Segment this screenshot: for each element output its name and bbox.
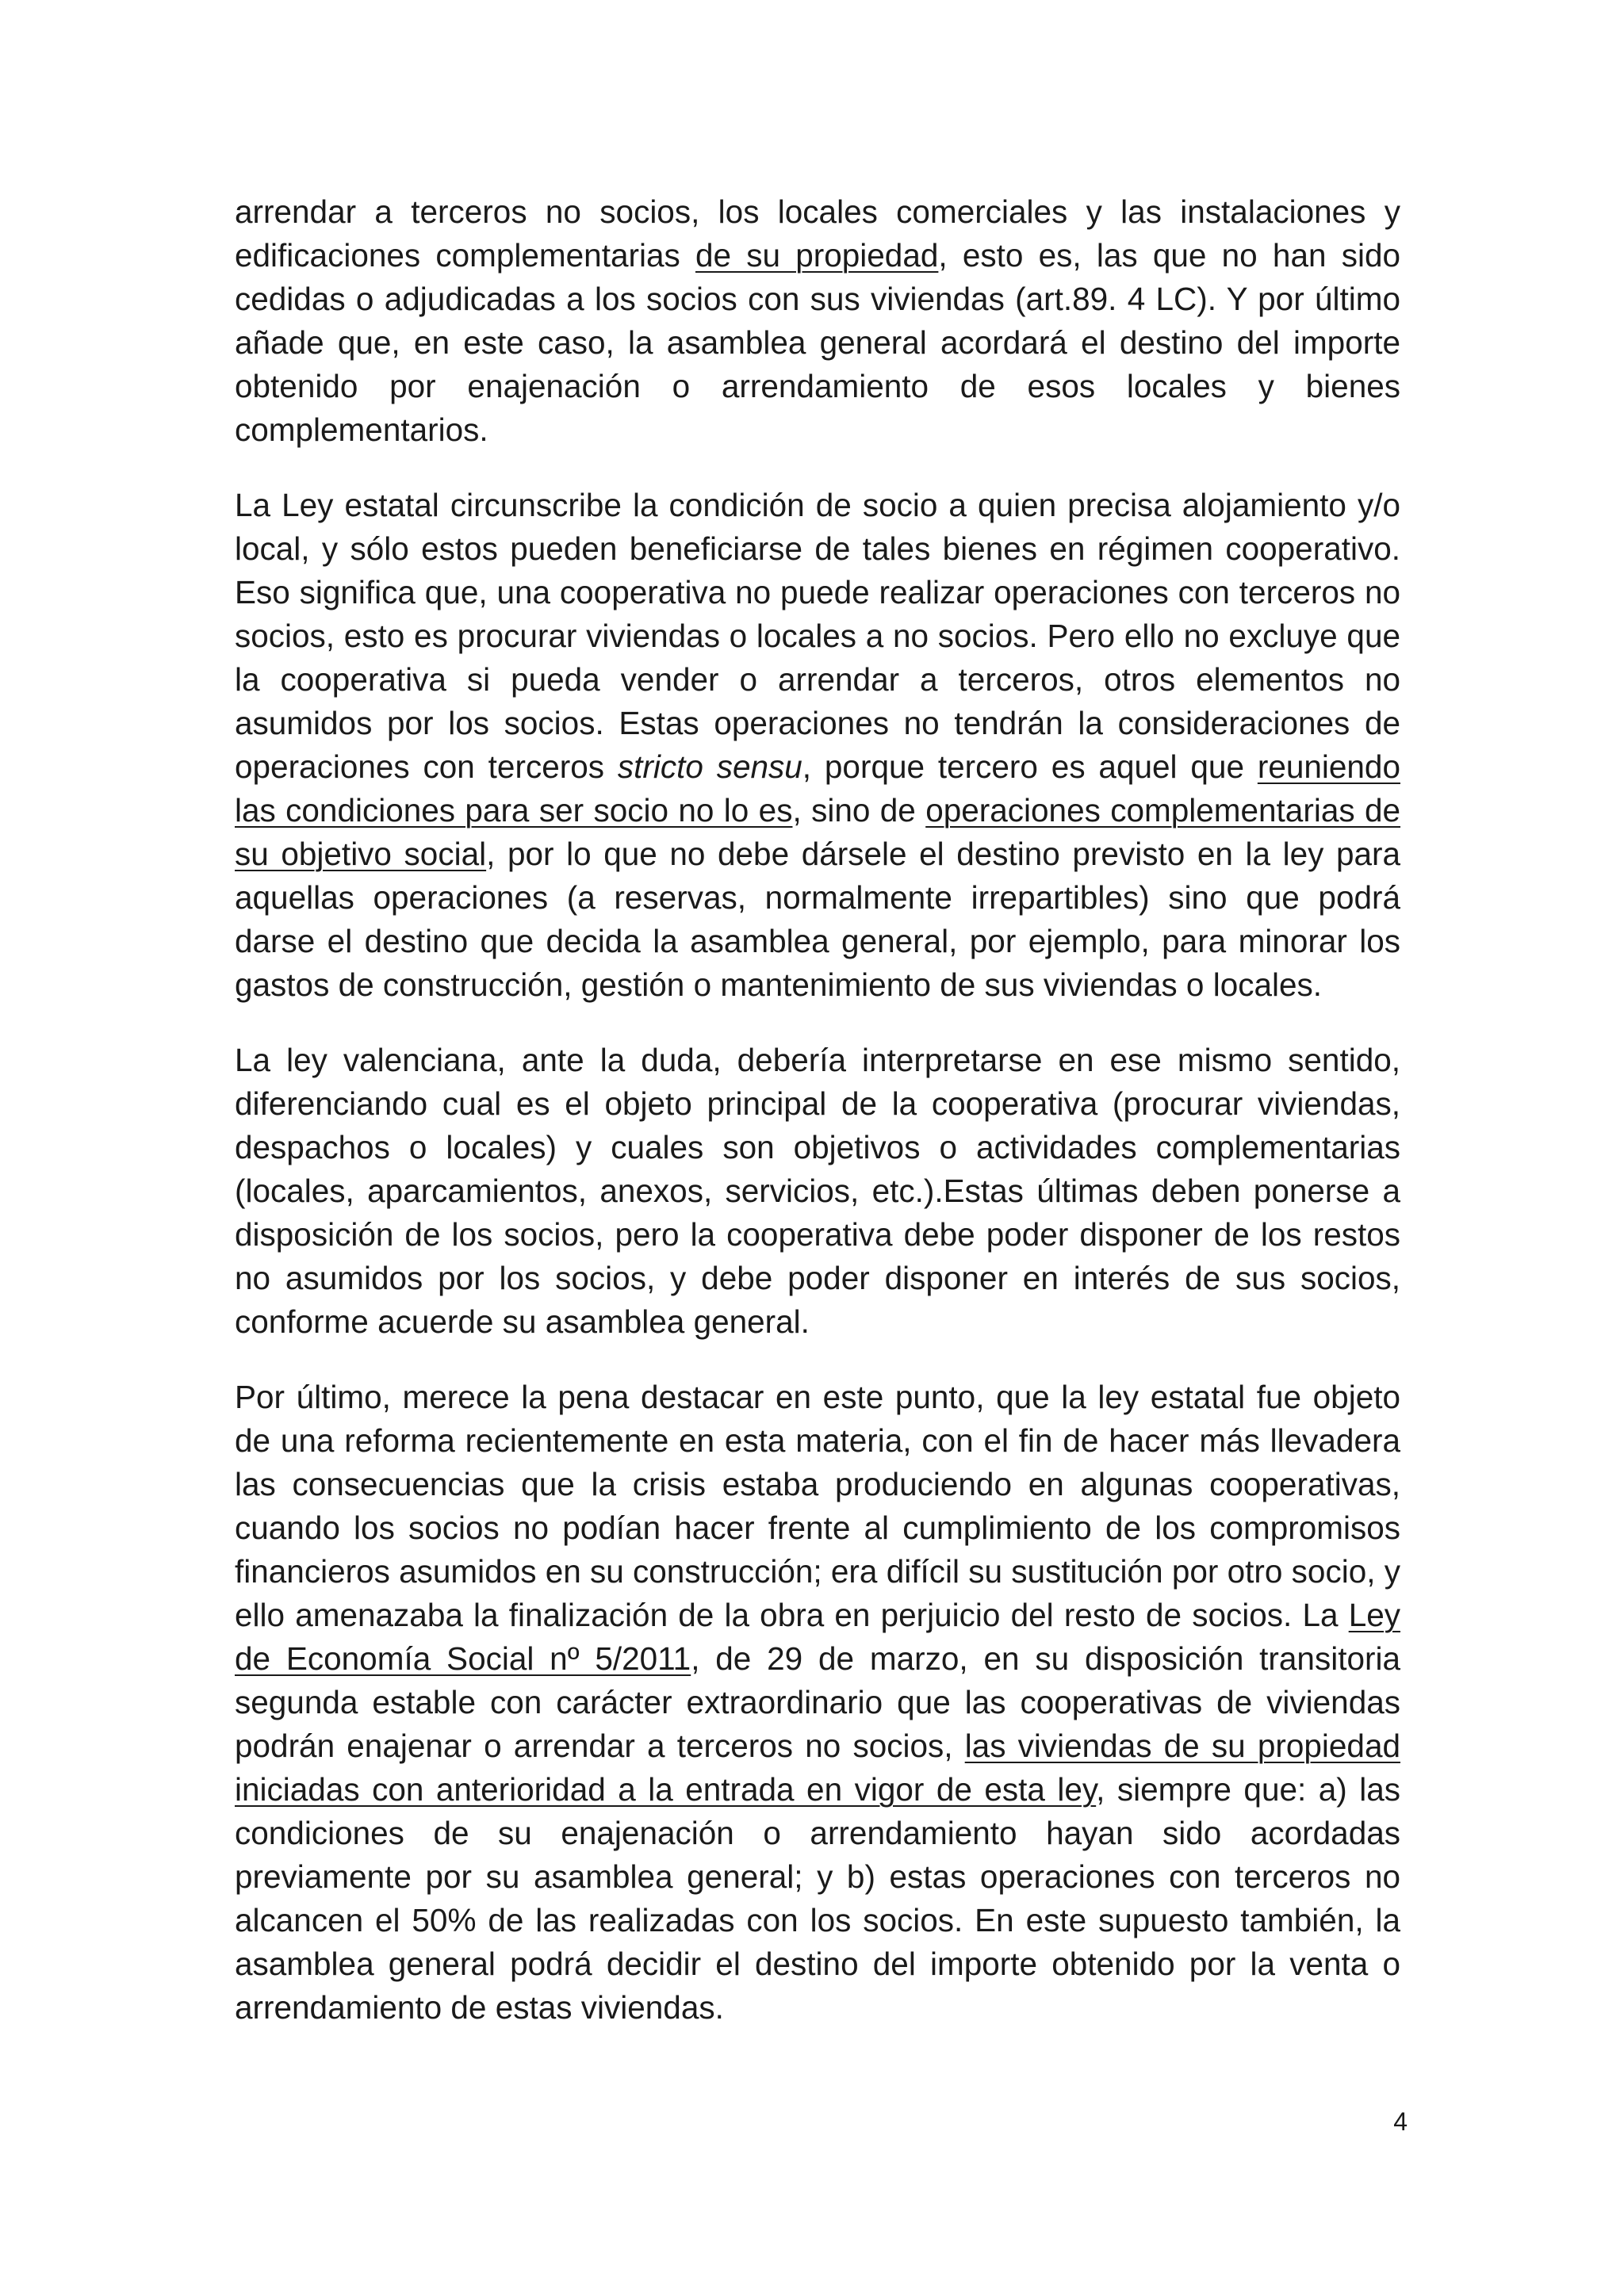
text-span: , sino de xyxy=(792,792,926,828)
text-span: , por lo que no debe dársele el destino previsto en la ley para aquellas operaciones (a reservas, normalmente irrepartibles) sino que podrá darse el destino que decida la asamblea general, por ejemplo, para minorar los gastos de construcción, gestión o mantenimiento de sus viviendas o locales. xyxy=(235,836,1401,1003)
text-span: , siempre que: a) las condiciones de su enajenación o arrendamiento hayan sido acordadas previamente por su asamblea general; y b) estas operaciones con terceros no alcancen el 50% de las realizadas con los socios. En este supuesto también, la asamblea general podrá decidir el destino del importe obtenido por la venta o arrendamiento de estas viviendas. xyxy=(235,1771,1400,2026)
text-span: Por último, merece la pena destacar en este punto, que la ley estatal fue objeto de una reforma recientemente en esta materia, con el fin de hacer más llevadera las consecuencias que la crisis estaba produciendo en algunas cooperativas, cuando los socios no podían hacer frente al cumplimiento de los compromisos financieros asumidos en su construcción; era difícil su sustitución por otro socio, y ello amenazaba la finalización de la obra en perjuicio del resto de socios. La xyxy=(235,1379,1400,1633)
body-text xyxy=(235,190,1400,2061)
underlined-text: reuniendo las condiciones para ser socio no lo es xyxy=(235,748,1400,828)
underlined-text: Ley de Economía Social nº 5/2011 xyxy=(235,1597,1400,1677)
text-span: La ley valenciana, ante la duda, debería interpretarse en ese mismo sentido, diferenciando cual es el objeto principal de la cooperativa (procurar viviendas, despachos o locales) y cuales son objetivos o actividades complementarias (locales, aparcamientos, anexos, servicios, etc.).Estas últimas deben ponerse a disposición de los socios, pero la cooperativa debe poder disponer de los restos no asumidos por los socios, y debe poder disponer en interés de sus socios, conforme acuerde su asamblea general. xyxy=(235,1042,1400,1340)
paragraph-1 xyxy=(235,190,1400,452)
text-span: arrendar a terceros no socios, los locales comerciales y las instalaciones y edificaciones complementarias xyxy=(235,193,1400,274)
underlined-text: las viviendas de su propiedad iniciadas con anterioridad a la entrada en vigor de esta ley xyxy=(235,1728,1400,1808)
text-span: , esto es, las que no han sido cedidas o adjudicadas a los socios con sus viviendas (art.89. 4 LC). Y por último añade que, en este caso, la asamblea general acordará el destino del importe obtenido por enajenación o arrendamiento de esos locales y bienes complementarios. xyxy=(235,237,1401,448)
page-number: 4 xyxy=(1393,2107,1408,2136)
text-span: , porque tercero es aquel que xyxy=(802,748,1258,785)
italic-text: stricto sensu xyxy=(617,748,802,785)
paragraph-3 xyxy=(235,1039,1400,1344)
text-span: , de 29 de marzo, en su disposición transitoria segunda estable con carácter extraordinario que las cooperativas de viviendas podrán enajenar o arrendar a terceros no socios, xyxy=(235,1640,1400,1764)
paragraph-4 xyxy=(235,1376,1400,2030)
paragraph-2 xyxy=(235,484,1400,1007)
text-span: La Ley estatal circunscribe la condición de socio a quien precisa alojamiento y/o local, y sólo estos pueden beneficiarse de tales bienes en régimen cooperativo. Eso significa que, una cooperativa no puede realizar operaciones con terceros no socios, esto es procurar viviendas o locales a no socios. Pero ello no excluye que la cooperativa si pueda vender o arrendar a terceros, otros elementos no asumidos por los socios. Estas operaciones no tendrán la consideraciones de operaciones con terceros xyxy=(235,487,1400,785)
underlined-text: de su propiedad xyxy=(695,237,939,274)
underlined-text: operaciones complementarias de su objetivo social xyxy=(235,792,1401,872)
